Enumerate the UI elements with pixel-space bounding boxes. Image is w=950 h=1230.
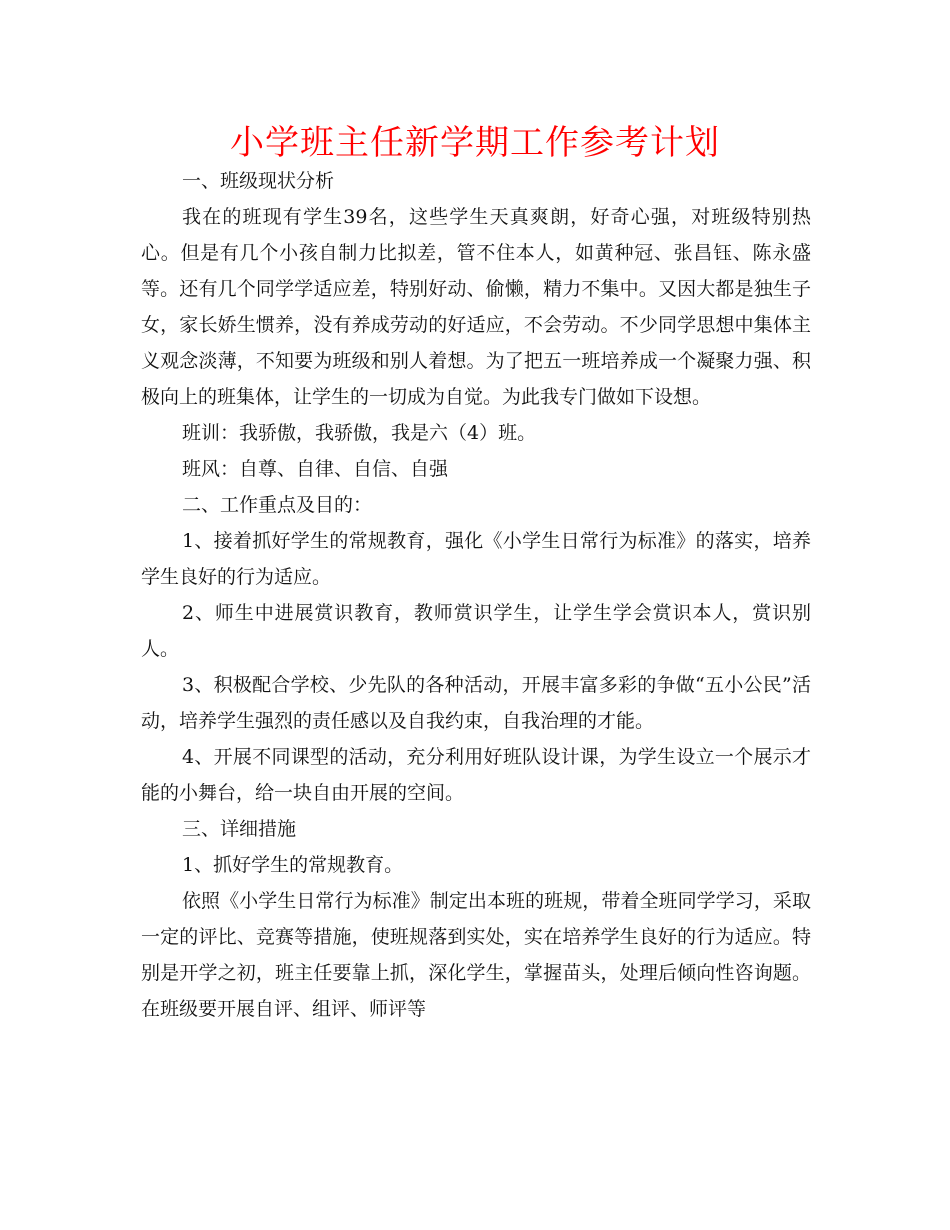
paragraph-class-motto: 班训：我骄傲，我骄傲，我是六（4）班。 bbox=[182, 422, 537, 444]
paragraph-goal-2: 2、师生中进展赏识教育，教师赏识学生，让学生学会赏识本人，赏识别人。 bbox=[141, 602, 811, 660]
paragraph-goal-1: 1、接着抓好学生的常规教育，强化《小学生日常行为标准》的落实，培养学生良好的行为适应。 bbox=[141, 530, 811, 588]
paragraph-measure-1: 1、抓好学生的常规教育。 bbox=[182, 854, 404, 876]
document-title: 小学班主任新学期工作参考计划 bbox=[230, 123, 720, 163]
paragraph-goal-3: 3、积极配合学校、少先队的各种活动，开展丰富多彩的争做“五小公民”活动，培养学生强烈的责任感以及自我约束，自我治理的才能。 bbox=[141, 674, 811, 732]
paragraph-measure-1-detail: 依照《小学生日常行为标准》制定出本班的班规，带着全班同学学习，采取一定的评比、竞赛等措施，使班规落到实处，实在培养学生良好的行为适应。特别是开学之初，班主任要靠上抓，深化学生，掌握苗头，处理后倾向性咨询题。在班级要开展自评、组评、师评等 bbox=[141, 890, 811, 1020]
paragraph-goal-4: 4、开展不同课型的活动，充分利用好班队设计课，为学生设立一个展示才能的小舞台，给一块自由开展的空间。 bbox=[141, 746, 811, 804]
paragraph-class-analysis: 我在的班现有学生39名，这些学生天真爽朗，好奇心强，对班级特别热心。但是有几个小孩自制力比拟差，管不住本人，如黄种冠、张昌钰、陈永盛等。还有几个同学学适应差，特别好动、偷懒，精力不集中。又因大都是独生子女，家长娇生惯养，没有养成劳动的好适应，不会劳动。不少同学思想中集体主义观念淡薄，不知要为班级和别人着想。为了把五一班培养成一个凝聚力强、积极向上的班集体，让学生的一切成为自觉。为此我专门做如下设想。 bbox=[141, 206, 811, 408]
document-body bbox=[141, 163, 811, 1027]
paragraph-class-style: 班风：自尊、自律、自信、自强 bbox=[182, 458, 449, 480]
section-heading-2: 二、工作重点及目的： bbox=[182, 494, 373, 516]
section-heading-1: 一、班级现状分析 bbox=[182, 170, 335, 192]
section-heading-3: 三、详细措施 bbox=[182, 818, 297, 840]
